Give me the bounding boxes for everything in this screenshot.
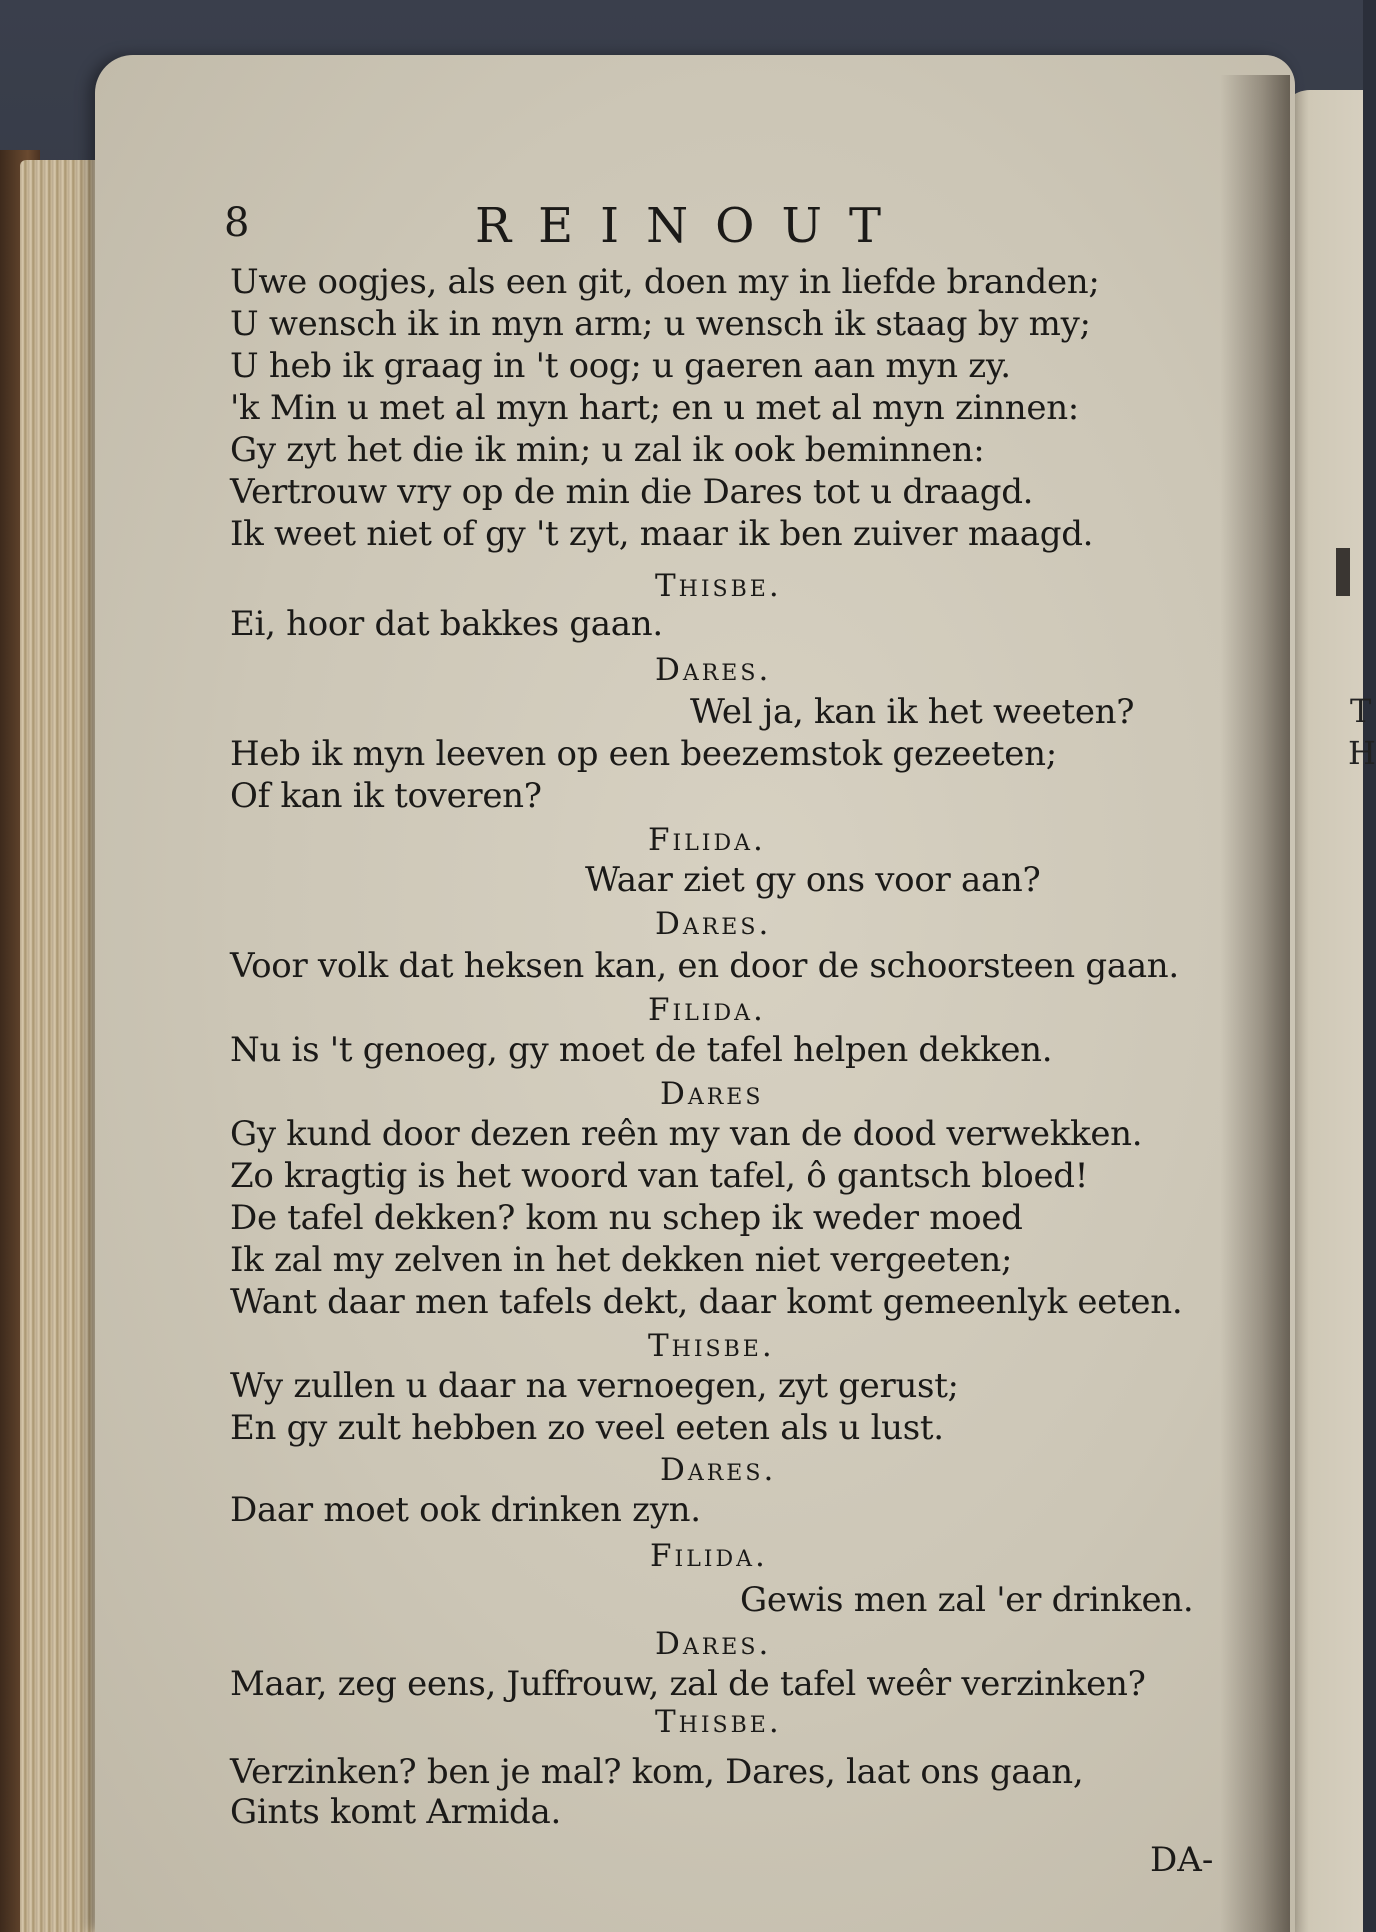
dialogue-line: En gy zult hebben zo veel eeten als u lust. xyxy=(230,1408,944,1448)
dialogue-line: Wy zullen u daar na vernoegen, zyt gerust; xyxy=(230,1366,959,1406)
dialogue-line: Gewis men zal 'er drinken. xyxy=(740,1580,1194,1620)
facing-page-fragment-2: H xyxy=(1348,734,1376,772)
dialogue-line: Gy kund door dezen reên my van de dood verwekken. xyxy=(230,1114,1143,1154)
running-head: REINOUT xyxy=(475,198,908,254)
speaker-heading: Thisbe. xyxy=(655,568,782,604)
page-number: 8 xyxy=(224,200,250,246)
catchword: DA- xyxy=(1150,1840,1214,1880)
dialogue-line: Daar moet ook drinken zyn. xyxy=(230,1490,701,1530)
dialogue-line: Gints komt Armida. xyxy=(230,1792,561,1832)
verse-line: Uwe oogjes, als een git, doen my in liefde branden; xyxy=(230,262,1100,302)
verse-line: 'k Min u met al myn hart; en u met al myn zinnen: xyxy=(230,388,1079,428)
dialogue-line: Heb ik myn leeven op een beezemstok gezeeten; xyxy=(230,734,1057,774)
speaker-heading: Filida. xyxy=(648,822,766,858)
speaker-heading: Dares. xyxy=(655,652,772,688)
dialogue-line: De tafel dekken? kom nu schep ik weder moed xyxy=(230,1198,1023,1238)
verse-line: Vertrouw vry op de min die Dares tot u draagd. xyxy=(230,472,1034,512)
speaker-heading: Thisbe. xyxy=(655,1704,782,1740)
speaker-heading: Dares xyxy=(660,1076,764,1112)
verse-line: U wensch ik in myn arm; u wensch ik staag by my; xyxy=(230,304,1091,344)
verse-line: Ik weet niet of gy 't zyt, maar ik ben zuiver maagd. xyxy=(230,514,1094,554)
speaker-heading: Dares. xyxy=(655,1626,772,1662)
speaker-heading: Filida. xyxy=(650,1538,768,1574)
dialogue-line: Ei, hoor dat bakkes gaan. xyxy=(230,604,663,644)
dialogue-line: Want daar men tafels dekt, daar komt gemeenlyk eeten. xyxy=(230,1282,1183,1322)
speaker-heading: Dares. xyxy=(655,906,772,942)
dialogue-line: Of kan ik toveren? xyxy=(230,776,542,816)
dialogue-line: Waar ziet gy ons voor aan? xyxy=(585,860,1041,900)
dialogue-line: Nu is 't genoeg, gy moet de tafel helpen dekken. xyxy=(230,1030,1053,1070)
speaker-heading: Filida. xyxy=(648,992,766,1028)
speaker-heading: Dares. xyxy=(660,1452,777,1488)
dialogue-line: Zo kragtig is het woord van tafel, ô gantsch bloed! xyxy=(230,1156,1089,1196)
dialogue-line: Verzinken? ben je mal? kom, Dares, laat ons gaan, xyxy=(230,1752,1084,1792)
facing-page-fragment-1: T xyxy=(1350,692,1372,730)
speaker-heading: Thisbe. xyxy=(648,1328,775,1364)
dialogue-line: Ik zal my zelven in het dekken niet vergeeten; xyxy=(230,1240,1013,1280)
dialogue-line: Maar, zeg eens, Juffrouw, zal de tafel weêr verzinken? xyxy=(230,1664,1146,1704)
verse-line: Gy zyt het die ik min; u zal ik ook beminnen: xyxy=(230,430,985,470)
dialogue-line: Voor volk dat heksen kan, en door de schoorsteen gaan. xyxy=(230,946,1179,986)
dialogue-line: Wel ja, kan ik het weeten? xyxy=(690,692,1135,732)
verse-line: U heb ik graag in 't oog; u gaeren aan myn zy. xyxy=(230,346,1011,386)
